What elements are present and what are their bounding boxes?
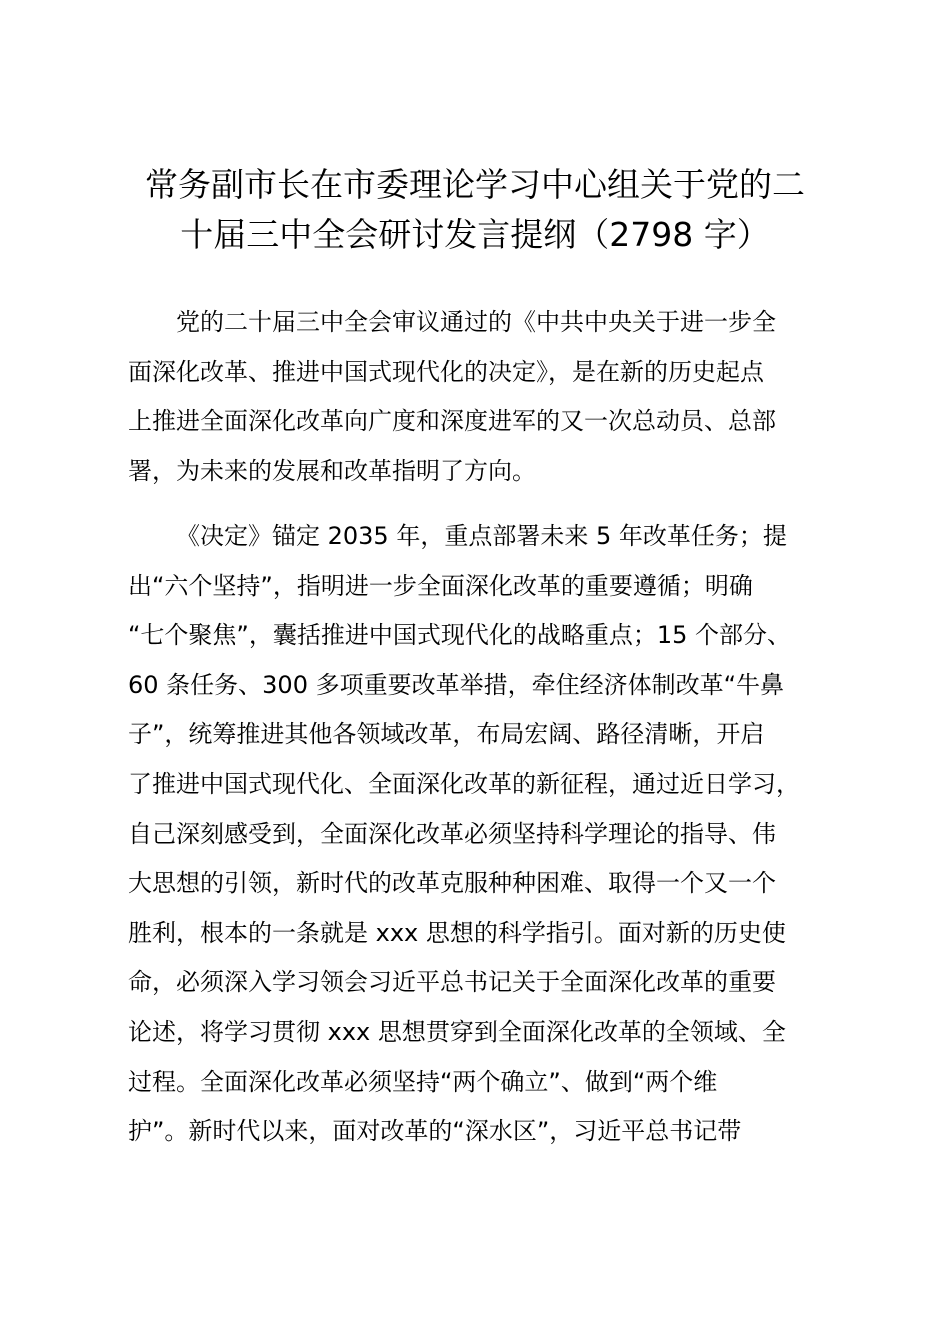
- paragraph-line: 命，必须深入学习领会习近平总书记关于全面深化改革的重要: [128, 968, 776, 997]
- paragraph-1: [128, 298, 828, 496]
- paragraph-line: 60 条任务、300 多项重要改革举措，牵住经济体制改革“牛鼻: [128, 670, 785, 699]
- paragraph-line: 论述，将学习贯彻 xxx 思想贯穿到全面深化改革的全领域、全: [128, 1017, 786, 1046]
- paragraph-line: 子”，统筹推进其他各领域改革，布局宏阔、路径清晰，开启: [128, 720, 765, 749]
- paragraph-line: 署，为未来的发展和改革指明了方向。: [128, 456, 536, 485]
- paragraph-line: 自己深刻感受到，全面深化改革必须坚持科学理论的指导、伟: [128, 819, 776, 848]
- paragraph-line: 护”。新时代以来，面对改革的“深水区”，习近平总书记带: [128, 1117, 742, 1146]
- title-line-1: 常务副市长在市委理论学习中心组关于党的二: [145, 165, 805, 204]
- paragraph-2: [128, 512, 828, 1157]
- paragraph-line: 《决定》锚定 2035 年，重点部署未来 5 年改革任务；提: [176, 522, 787, 550]
- paragraph-line: 大思想的引领，新时代的改革克服种种困难、取得一个又一个: [128, 869, 776, 898]
- paragraph-line: 过程。全面深化改革必须坚持“两个确立”、做到“两个维: [128, 1067, 718, 1096]
- paragraph-line: 党的二十届三中全会审议通过的《中共中央关于进一步全: [176, 308, 776, 336]
- paragraph-line: 上推进全面深化改革向广度和深度进军的又一次总动员、总部: [128, 407, 776, 436]
- paragraph-line: “七个聚焦”，囊括推进中国式现代化的战略重点；15 个部分、: [128, 621, 792, 650]
- paragraph-line: 面深化改革、推进中国式现代化的决定》，是在新的历史起点: [128, 357, 764, 386]
- paragraph-line: 了推进中国式现代化、全面深化改革的新征程，通过近日学习，: [128, 769, 800, 798]
- paragraph-line: 出“六个坚持”，指明进一步全面深化改革的重要遵循；明确: [128, 571, 753, 600]
- paragraph-line: 胜利，根本的一条就是 xxx 思想的科学指引。面对新的历史使: [128, 918, 786, 947]
- document-title: [110, 160, 840, 260]
- title-line-2: 十届三中全会研讨发言提纲（2798 字）: [180, 215, 770, 254]
